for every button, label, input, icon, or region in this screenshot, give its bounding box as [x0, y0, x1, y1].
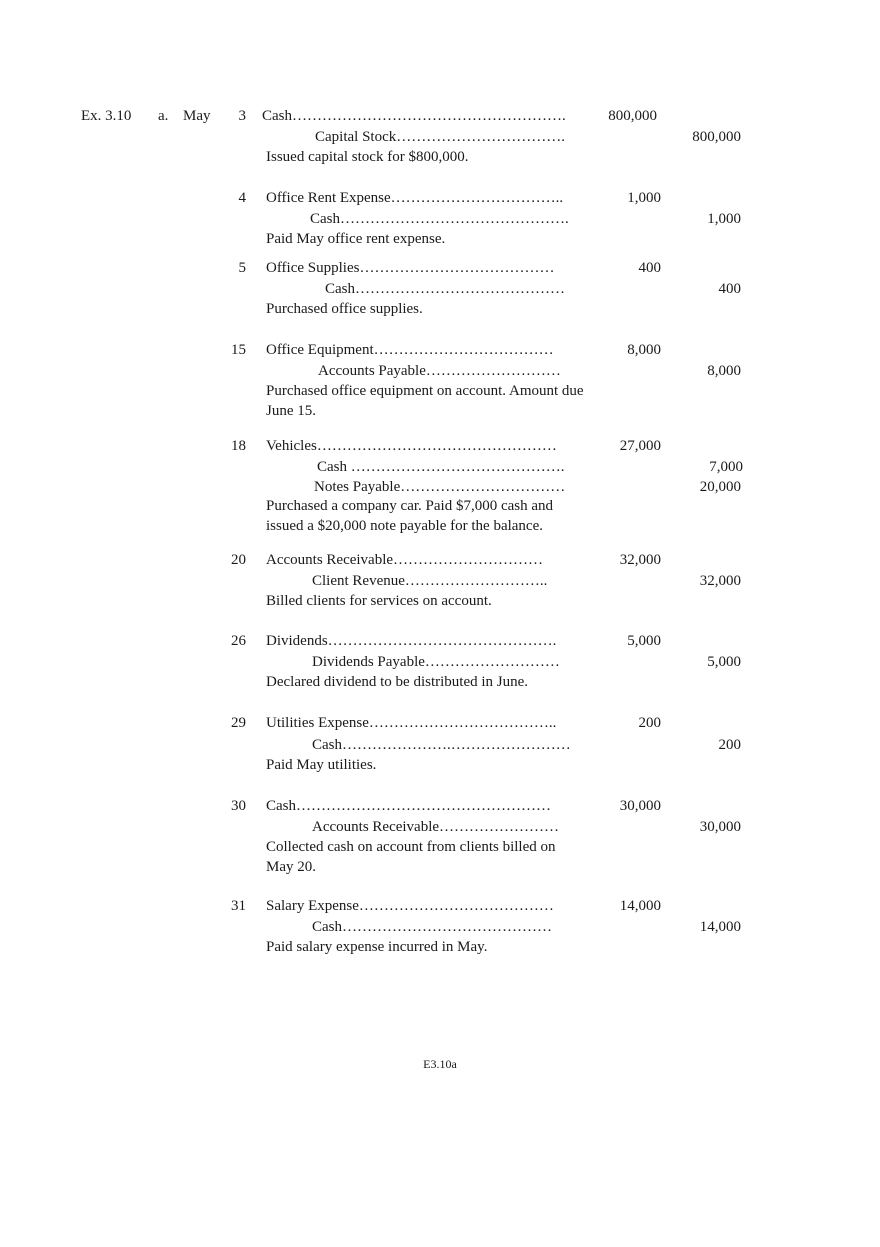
entry-day: 31 [231, 898, 246, 914]
credit-account: Dividends Payable……………………… [312, 654, 560, 670]
debit-account: Utilities Expense……………………………….. [266, 715, 557, 731]
entry-day: 3 [238, 108, 246, 124]
credit-amount: 400 [718, 281, 741, 297]
part-label: a. [158, 108, 169, 124]
credit-amount: 200 [718, 737, 741, 753]
credit-amount: 800,000 [692, 129, 741, 145]
credit-amount: 20,000 [699, 479, 741, 495]
credit-account: Cash ……………………………………. [317, 459, 565, 475]
month-label: May [183, 108, 211, 124]
debit-account: Dividends………………………………………. [266, 633, 557, 649]
page-footer-label: E3.10a [423, 1057, 457, 1071]
exercise-number: Ex. 3.10 [81, 108, 132, 124]
debit-account: Salary Expense………………………………… [266, 898, 554, 914]
entry-day: 5 [238, 260, 246, 276]
entry-explanation: Purchased a company car. Paid $7,000 cash and issued a $20,000 note payable for the balance. [266, 498, 553, 534]
entry-day: 26 [231, 633, 246, 649]
debit-account: Accounts Receivable………………………… [266, 552, 544, 568]
credit-account: Capital Stock……………………………. [315, 129, 565, 145]
entry-explanation: Collected cash on account from clients billed on May 20. [266, 839, 556, 875]
debit-amount: 1,000 [627, 190, 661, 206]
debit-amount: 5,000 [627, 633, 661, 649]
credit-account: Accounts Payable……………………… [318, 363, 561, 379]
entry-explanation: Purchased office equipment on account. Amount due June 15. [266, 383, 584, 419]
debit-account: Vehicles………………………………………… [266, 438, 557, 454]
entry-day: 20 [231, 552, 246, 568]
entry-day: 4 [238, 190, 246, 206]
credit-amount: 30,000 [699, 819, 741, 835]
credit-account: Notes Payable…………………………… [314, 479, 566, 495]
entry-explanation: Billed clients for services on account. [266, 593, 492, 609]
debit-amount: 8,000 [627, 342, 661, 358]
debit-account: Cash…………………………………………… [266, 798, 551, 814]
debit-account: Office Rent Expense…………………………….. [266, 190, 564, 206]
entry-explanation: Paid May utilities. [266, 757, 377, 773]
entry-explanation: Issued capital stock for $800,000. [266, 149, 469, 165]
credit-account: Cash………………….…………………… [312, 737, 571, 753]
entry-explanation: Purchased office supplies. [266, 301, 423, 317]
entry-explanation: Declared dividend to be distributed in June. [266, 674, 529, 690]
entry-day: 30 [231, 798, 246, 814]
credit-account: Client Revenue……………………….. [312, 573, 548, 589]
credit-amount: 5,000 [707, 654, 741, 670]
debit-amount: 30,000 [619, 798, 661, 814]
credit-amount: 7,000 [709, 459, 743, 475]
debit-amount: 400 [638, 260, 661, 276]
debit-amount: 800,000 [608, 108, 657, 124]
entry-day: 29 [231, 715, 246, 731]
credit-account: Cash………………………………………. [310, 211, 569, 227]
credit-account: Accounts Receivable…………………… [312, 819, 560, 835]
debit-amount: 27,000 [619, 438, 661, 454]
credit-amount: 14,000 [699, 919, 741, 935]
credit-amount: 1,000 [707, 211, 741, 227]
debit-account: Cash………………………………………………. [262, 108, 566, 124]
credit-account: Cash…………………………………… [325, 281, 565, 297]
entry-explanation: Paid May office rent expense. [266, 231, 446, 247]
entry-day: 18 [231, 438, 246, 454]
debit-amount: 32,000 [619, 552, 661, 568]
credit-amount: 8,000 [707, 363, 741, 379]
debit-account: Office Equipment……………………………… [266, 342, 554, 358]
entry-explanation: Paid salary expense incurred in May. [266, 939, 488, 955]
debit-amount: 200 [638, 715, 661, 731]
entry-day: 15 [231, 342, 246, 358]
credit-amount: 32,000 [699, 573, 741, 589]
credit-account: Cash…………………………………… [312, 919, 552, 935]
debit-amount: 14,000 [619, 898, 661, 914]
debit-account: Office Supplies………………………………… [266, 260, 555, 276]
